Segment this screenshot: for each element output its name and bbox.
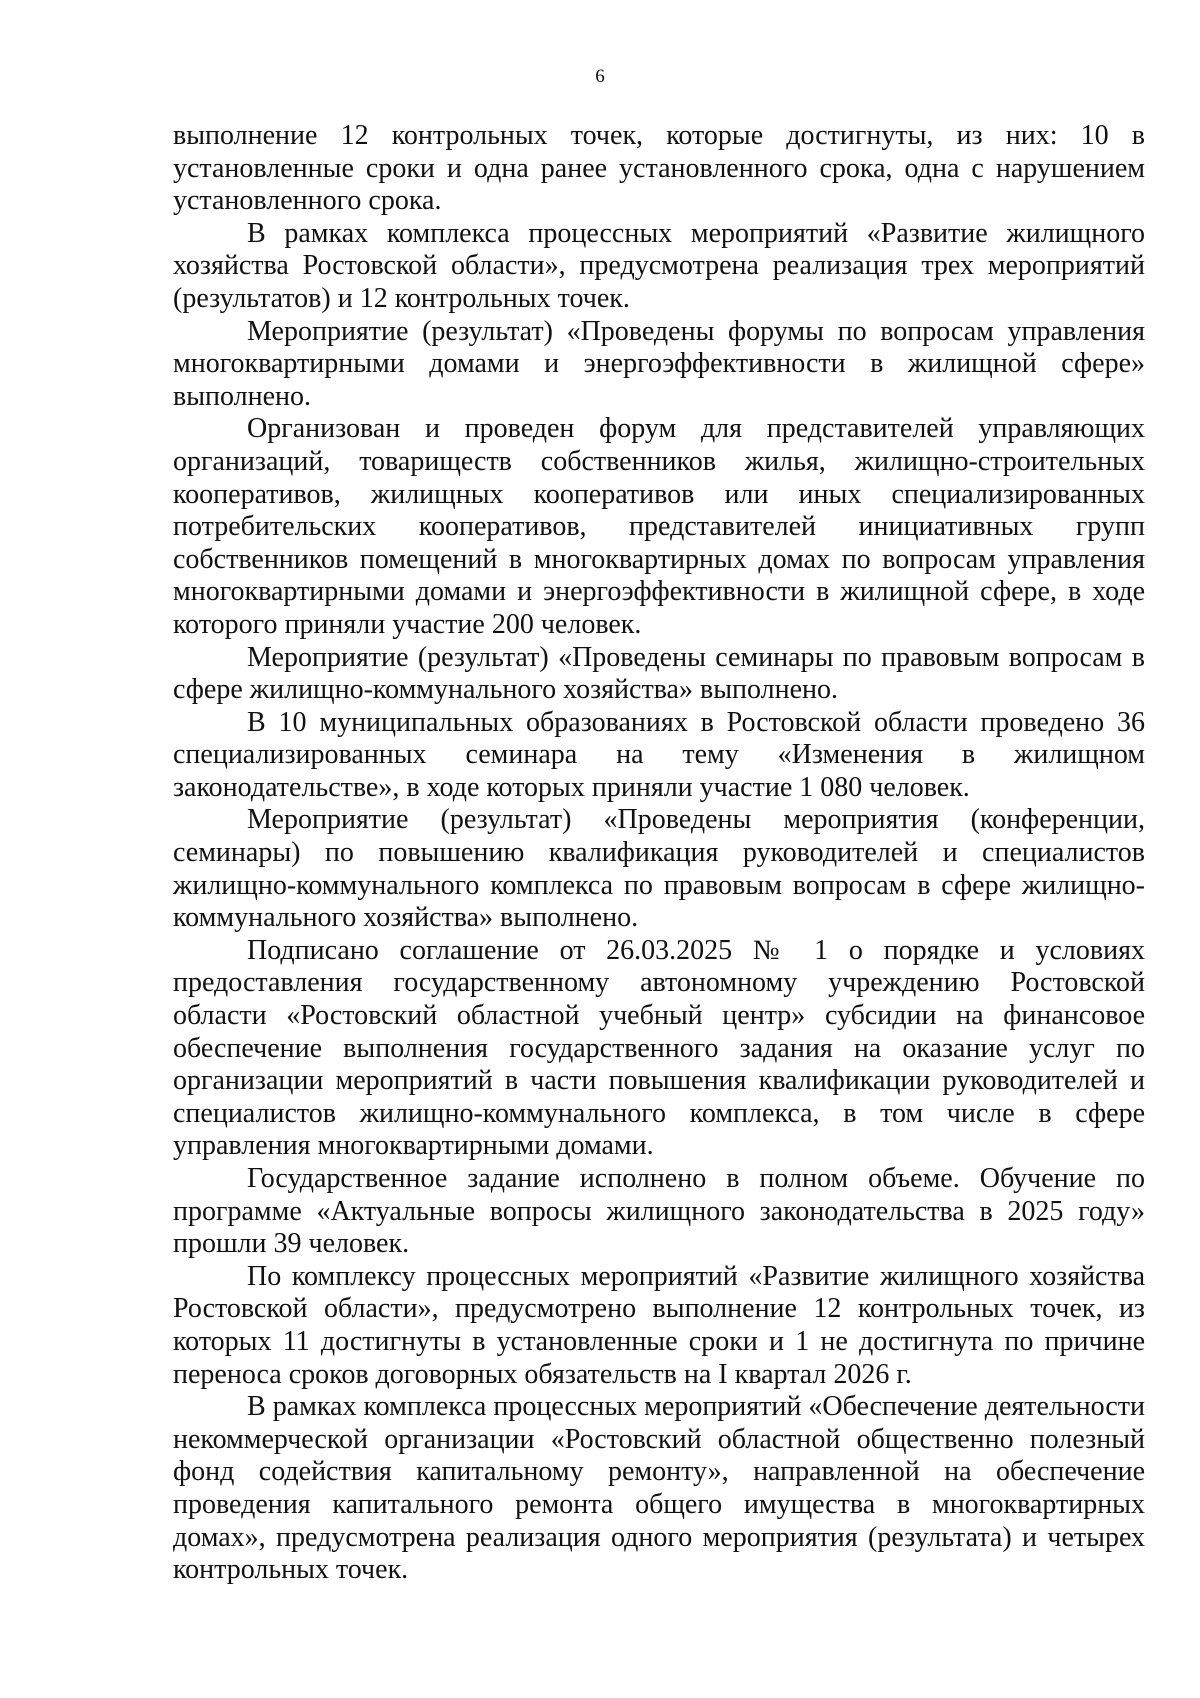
paragraph: Государственное задание исполнено в полном объеме. Обучение по программе «Актуальные вопросы жилищного законодательства в 2025 году» прошли 39 человек. xyxy=(173,1163,1145,1260)
paragraph: Мероприятие (результат) «Проведены мероприятия (конференции, семинары) по повышению квалификация руководителей и специалистов жилищно-коммунального комплекса по правовым вопросам в сфере жилищно-коммунального хозяйства» выполнено. xyxy=(173,804,1145,934)
paragraph: Организован и проведен форум для представителей управляющих организаций, товариществ собственников жилья, жилищно-строительных кооперативов, жилищных кооперативов или иных специализированных потребительских кооперативов, представителей инициативных групп собственников помещений в многоквартирных домах по вопросам управления многоквартирными домами и энергоэффективности в жилищной сфере, в ходе которого приняли участие 200 человек. xyxy=(173,413,1145,640)
document-body xyxy=(173,120,1145,1587)
paragraph: В рамках комплекса процессных мероприятий «Обеспечение деятельности некоммерческой организации «Ростовский областной общественно полезный фонд содействия капитальному ремонту», направленной на обеспечение проведения капитального ремонта общего имущества в многоквартирных домах», предусмотрена реализация одного мероприятия (результата) и четырех контрольных точек. xyxy=(173,1391,1145,1586)
paragraph: выполнение 12 контрольных точек, которые достигнуты, из них: 10 в установленные сроки и одна ранее установленного срока, одна с нарушением установленного срока. xyxy=(173,120,1145,217)
paragraph: По комплексу процессных мероприятий «Развитие жилищного хозяйства Ростовской области», предусмотрено выполнение 12 контрольных точек, из которых 11 достигнуты в установленные сроки и 1 не достигнута по причине переноса сроков договорных обязательств на I квартал 2026 г. xyxy=(173,1260,1145,1390)
paragraph: Подписано соглашение от 26.03.2025 № 1 о порядке и условиях предоставления государственному автономному учреждению Ростовской области «Ростовский областной учебный центр» субсидии на финансовое обеспечение выполнения государственного задания на оказание услуг по организации мероприятий в части повышения квалификации руководителей и специалистов жилищно-коммунального комплекса, в том числе в сфере управления многоквартирными домами. xyxy=(173,934,1145,1162)
paragraph: Мероприятие (результат) «Проведены форумы по вопросам управления многоквартирными домами и энергоэффективности в жилищной сфере» выполнено. xyxy=(173,315,1145,412)
paragraph: В 10 муниципальных образованиях в Ростовской области проведено 36 специализированных семинара на тему «Изменения в жилищном законодательстве», в ходе которых приняли участие 1 080 человек. xyxy=(173,706,1145,803)
paragraph: В рамках комплекса процессных мероприятий «Развитие жилищного хозяйства Ростовской области», предусмотрена реализация трех мероприятий (результатов) и 12 контрольных точек. xyxy=(173,217,1145,314)
page-number: 6 xyxy=(595,66,605,87)
paragraph: Мероприятие (результат) «Проведены семинары по правовым вопросам в сфере жилищно-коммунального хозяйства» выполнено. xyxy=(173,641,1145,706)
